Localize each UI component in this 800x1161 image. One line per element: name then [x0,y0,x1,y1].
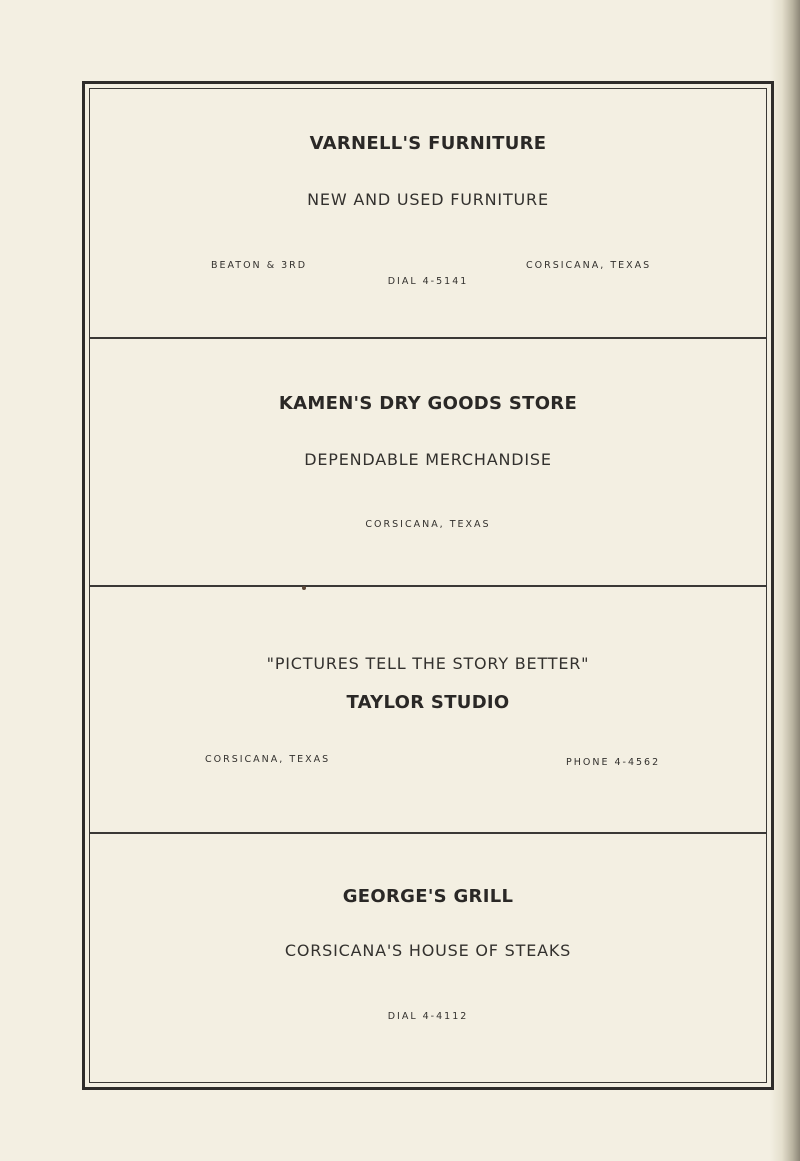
ad-varnells-furniture [90,89,766,339]
ad-phone: DIAL 4-5141 [387,276,469,287]
ad-city: CORSICANA, TEXAS [205,754,331,765]
ink-speck [302,586,306,590]
ad-phone: DIAL 4-4112 [387,1011,469,1022]
ad-georges-grill [90,834,766,1080]
ad-kamens-dry-goods [90,339,766,587]
ad-tagline: NEW AND USED FURNITURE [307,190,549,209]
ad-address: BEATON & 3RD [211,260,308,271]
ad-city: CORSICANA, TEXAS [365,519,491,530]
ad-taylor-studio [90,587,766,834]
page-edge-shadow [770,0,800,1161]
ad-city: CORSICANA, TEXAS [526,260,652,271]
ad-tagline: DEPENDABLE MERCHANDISE [304,450,552,469]
ad-title: VARNELL'S FURNITURE [309,133,547,154]
ad-slogan: "PICTURES TELL THE STORY BETTER" [266,654,590,673]
ad-tagline: CORSICANA'S HOUSE OF STEAKS [284,941,572,960]
ad-phone: PHONE 4-4562 [566,757,661,768]
ad-title: KAMEN'S DRY GOODS STORE [278,393,578,414]
ad-title: GEORGE'S GRILL [342,886,514,907]
ad-title: TAYLOR STUDIO [346,692,510,713]
